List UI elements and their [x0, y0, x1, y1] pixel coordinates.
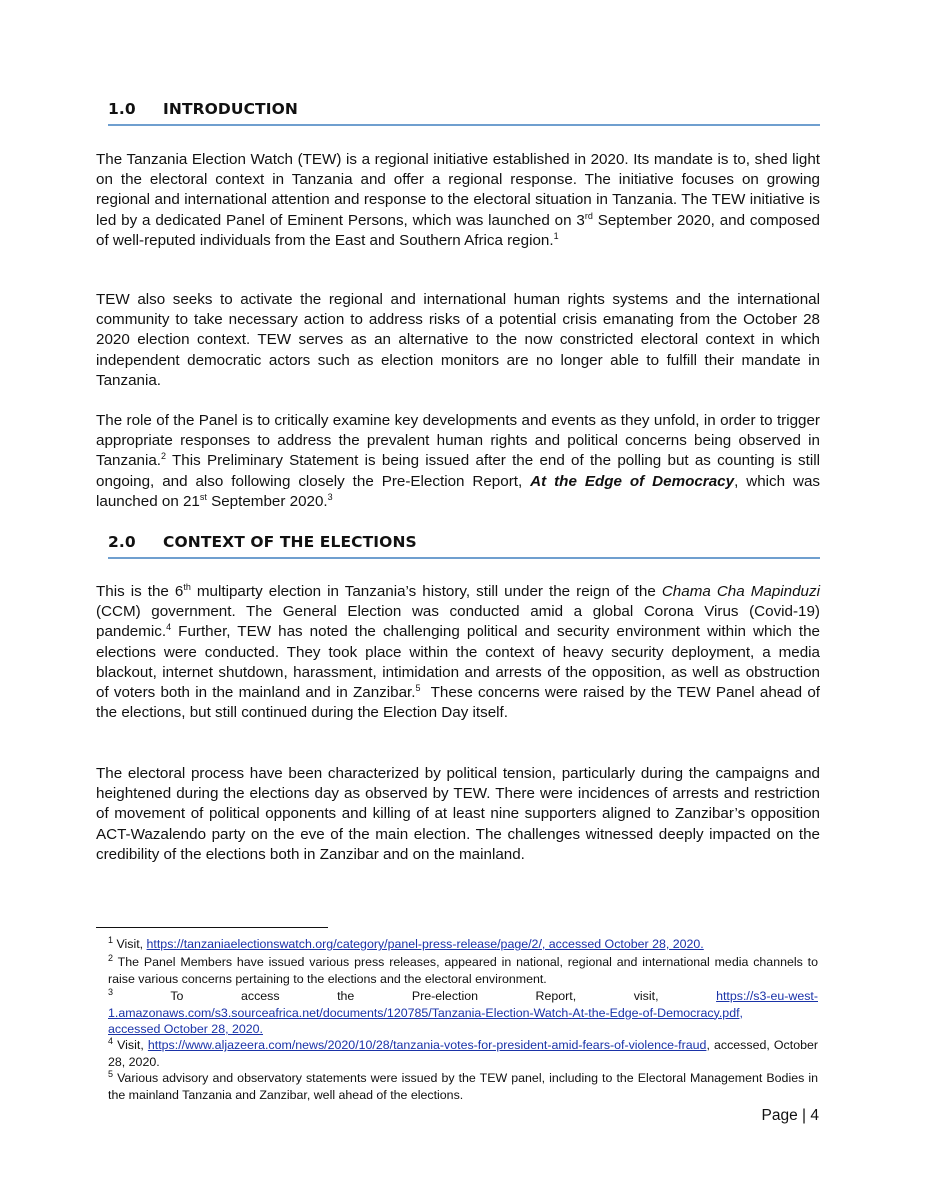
footnote-3-line-1	[108, 988, 818, 1005]
footnote-4	[108, 1037, 818, 1070]
text-run: multiparty election in Tanzania’s history, still under the reign of the	[190, 583, 662, 600]
section-title: INTRODUCTION	[163, 100, 298, 118]
footnote-3	[108, 988, 818, 1038]
section-heading-context	[108, 533, 820, 559]
section-number: 1.0	[108, 100, 136, 118]
footnote-link[interactable]: accessed October 28, 2020.	[108, 1022, 263, 1036]
footnote-link[interactable]: https://s3-eu-west-	[716, 989, 818, 1003]
footnote-ref-4[interactable]: 4	[166, 622, 172, 633]
footnote-ref-3[interactable]: 3	[327, 491, 333, 502]
footnote-number: 5	[108, 1068, 114, 1079]
text-run: This Preliminary Statement is being issued after the end of the polling but as counting is still ongoing, and also following closely the Pre-Election Report,	[96, 452, 820, 490]
footnote-2	[108, 954, 818, 987]
footnote-number: 4	[108, 1035, 114, 1046]
context-paragraph-2: The electoral process have been characterized by political tension, particularly during the campaigns and heightened during the elections day as observed by TEW. There were incidences of arrests and restriction of movement of political opponents and killing of at least nine supporters aligned to Zanzibar’s opposition ACT-Wazalendo party on the eve of the main election. The challenges witnessed deeply impacted on the credibility of the elections both in Zanzibar and on the mainland.	[96, 765, 820, 863]
footnote-3-line-3	[108, 1021, 818, 1038]
section-number: 2.0	[108, 533, 136, 551]
context-paragraph-1	[96, 581, 825, 723]
report-title: At the Edge of Democracy	[530, 472, 735, 490]
footnote-separator	[96, 927, 328, 928]
intro-paragraph-2: TEW also seeks to activate the regional and international human rights systems and the international community to take necessary action to address risks of a potential crisis emanating from the October 28 2020 election context. TEW serves as an alternative to the now constricted electoral context in which independent democratic actors such as election monitors are no longer able to fulfill their mandate in Tanzania.	[96, 291, 820, 389]
footnote-number: 3	[108, 986, 114, 997]
intro-paragraph-3	[96, 411, 820, 512]
page-number: Page | 4	[761, 1107, 819, 1124]
text-run: Visit,	[113, 937, 147, 951]
footnote-ref-2[interactable]: 2	[161, 451, 167, 462]
footnote-link[interactable]: https://tanzaniaelectionswatch.org/category/panel-press-release/page/2/, accessed October 28, 2020.	[146, 937, 704, 951]
section-title: CONTEXT OF THE ELECTIONS	[163, 533, 417, 551]
text-run: The Tanzania Election Watch (TEW) is a regional initiative established in 2020. Its mandate is to, shed light on the electoral context in Tanzania and offer a regional response. The initiative focuses on growing regional and international attention and response to the electoral situation in Tanzania. The TEW initiative is led by a dedicated Panel of Eminent Persons, which was launched on 3	[96, 151, 820, 229]
text-run: Various advisory and observatory statements were issued by the TEW panel, including to the Electoral Management Bodies in the mainland Tanzania and Zanzibar, well ahead of the elections.	[108, 1071, 818, 1102]
ordinal-suffix: st	[199, 491, 207, 502]
footnote-1	[108, 936, 818, 953]
footnote-link[interactable]: https://www.aljazeera.com/news/2020/10/28/tanzania-votes-for-president-amid-fears-of-violence-fraud	[147, 1038, 707, 1052]
text-run: These concerns were raised by the TEW Panel ahead of the elections, but still continued during the Election Day itself.	[96, 684, 825, 722]
text-run: , accessed, October 28, 2020.	[108, 1038, 818, 1069]
text-run: Visit,	[113, 1038, 148, 1052]
text-run: , which was launched on 21	[96, 472, 820, 510]
text-run: September 2020.	[206, 492, 328, 510]
footnote-3-line-2	[108, 1005, 818, 1022]
text-run: The role of the Panel is to critically examine key developments and events as they unfold, in order to trigger appropriate responses to address the prevalent human rights and political concerns being observed in Tanzania.	[96, 412, 820, 470]
footnote-link[interactable]: 1.amazonaws.com/s3.sourceafrica.net/documents/120785/Tanzania-Election-Watch-At-the-Edge-of-Democracy.pdf,	[108, 1005, 743, 1020]
footnote-5	[108, 1070, 818, 1103]
footnote-ref-5[interactable]: 5	[415, 682, 421, 693]
text-run: September 2020, and composed of well-reputed individuals from the East and Southern Africa region.	[96, 211, 820, 249]
text-run: This is the 6	[96, 583, 184, 600]
ordinal-suffix: rd	[584, 210, 593, 221]
text-run: The Panel Members have issued various press releases, appeared in national, regional and international media channels to raise various concerns pertaining to the elections and the electoral environment.	[108, 955, 818, 986]
ordinal-suffix: th	[183, 581, 191, 592]
footnote-number: 2	[108, 952, 114, 963]
intro-paragraph-1	[96, 150, 820, 251]
footnote-number: 1	[108, 934, 114, 945]
party-name: Chama Cha Mapinduzi	[661, 583, 820, 600]
text-run: To access the Pre-election Report, visit,	[113, 989, 717, 1003]
text-run: Further, TEW has noted the challenging political and security environment within which the elections were conducted. They took place within the context of heavy security deployment, a media blackout, internet shutdown, harassment, intimidation and arrests of the opposition, as well as obstruction of voters both in the mainland and in Zanzibar.	[96, 623, 820, 702]
footnote-ref-1[interactable]: 1	[553, 230, 559, 241]
text-run: (CCM) government. The General Election was conducted amid a global Corona Virus (Covid-19) pandemic.	[96, 603, 820, 641]
section-heading-introduction	[108, 100, 820, 126]
